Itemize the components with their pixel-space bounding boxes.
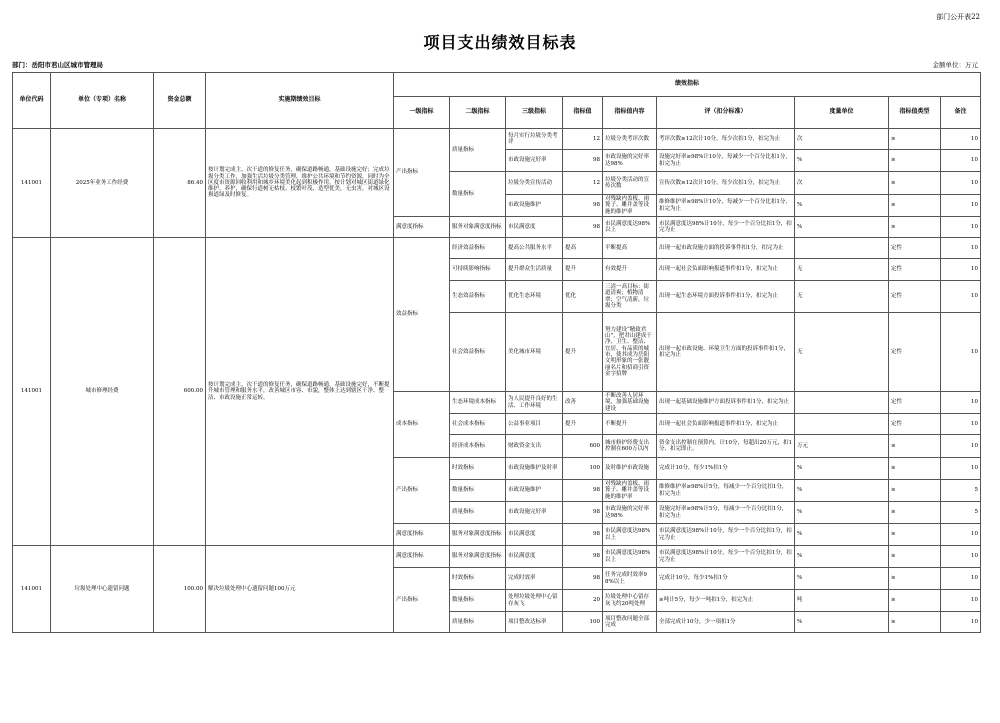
note: 10 [941,612,981,633]
indicator-value: 98 [563,568,603,590]
scoring-standard: 完成计10分，每少1%扣1分 [657,458,795,480]
indicator-content: 平断提高 [603,238,657,259]
value-type: ≥ [889,129,941,150]
value-type: ≥ [889,546,941,568]
note: 10 [941,129,981,150]
level2-indicator: 质量指标 [450,612,506,633]
indicator-content: 对残缺内盖板、雨篦子、雕井盖等设施的维护率 [603,480,657,502]
level3-indicator: 财政资金支出 [506,435,563,458]
level1-indicator: 产出指标 [394,458,450,524]
measure-unit: 无 [795,259,889,281]
indicator-content: 项目整改问题全部完成 [603,612,657,633]
indicator-content: 努力建设“精致君山”，把君山建成干净、卫生、整洁、宜居、有品质的城市，使其成为岳阳文明形象的一张靓丽名片和招商引资金字招牌 [603,313,657,392]
scoring-standard: 设施完好率≥98%计5分，每减少一个百分比扣1分，扣完为止 [657,502,795,524]
level3-indicator: 市民满意度 [506,524,563,546]
header-scoring: 评（扣分标准） [657,97,795,129]
page-title: 项目支出绩效目标表 [423,33,577,52]
level2-indicator: 生态环境成本指标 [450,392,506,414]
level2-indicator: 服务对象满意度指标 [450,546,506,568]
level3-indicator: 优化生态环境 [506,281,563,313]
header-row [13,73,981,97]
note: 10 [941,392,981,414]
level3-indicator: 为人民提升良好的生活、工作环境 [506,392,563,414]
measure-unit: 万元 [795,435,889,458]
level1-indicator: 满意度指标 [394,217,450,238]
level3-indicator: 市政设施完好率 [506,150,563,172]
note: 5 [941,502,981,524]
indicator-content: 城市修护经费支出控制在600万以内 [603,435,657,458]
header-total: 资金总额 [154,73,206,129]
note: 10 [941,458,981,480]
level2-indicator: 质量指标 [450,129,506,172]
value-type: ≥ [889,195,941,217]
measure-unit: % [795,217,889,238]
level2-indicator: 社会成本指标 [450,414,506,435]
project-name: 垃圾处理中心遗留问题 [51,546,154,633]
scoring-standard: 资金支出控制在预算内，计10分，每超出20万元，扣1分，扣完即止。 [657,435,795,458]
indicator-value: 改善 [563,392,603,414]
unit-code: 141001 [13,238,51,546]
value-type: ≥ [889,590,941,612]
level2-indicator: 服务对象满意度指标 [450,217,506,238]
indicator-content: 不断改善人居环境，加强基础设施建设 [603,392,657,414]
level1-indicator: 效益指标 [394,238,450,392]
indicator-content: 及时维护市政设施 [603,458,657,480]
level3-indicator: 项目整改达标率 [506,612,563,633]
level3-indicator: 每月实行垃圾分类考评 [506,129,563,150]
report-number: 部门公开表22 [936,13,980,21]
indicator-value: 98 [563,524,603,546]
level2-indicator: 数量指标 [450,590,506,612]
note: 10 [941,435,981,458]
value-type: ≥ [889,524,941,546]
indicator-content: 市政设施的完好率达98% [603,502,657,524]
scoring-standard: ≥吨计5分，每少一吨扣1分，扣完为止 [657,590,795,612]
level2-indicator: 社会效益指标 [450,313,506,392]
measure-unit [795,238,889,259]
scoring-standard: 出现一起生态环境方面投诉事件扣1分，扣完为止 [657,281,795,313]
indicator-value: 优化 [563,281,603,313]
scoring-standard: 出现一起基础设施维护方面投诉事件扣1分，扣完为止 [657,392,795,414]
indicator-value: 100 [563,458,603,480]
scoring-standard: 市民满意度达98%计10分，每少一个百分比扣1分，扣完为止 [657,524,795,546]
level3-indicator: 垃圾分类宣传活动 [506,172,563,195]
header-l3: 三级指标 [506,97,563,129]
measure-unit: % [795,195,889,217]
header-code: 单位代码 [13,73,51,129]
performance-table [12,72,981,633]
department-label: 部门：岳阳市君山区城市管理局 [12,61,103,69]
level2-indicator: 经济效益指标 [450,238,506,259]
header-target: 实施期绩效目标 [206,73,394,129]
project-total: 100.00 [154,546,206,633]
scoring-standard: 出现一起市政设施、环境卫生方面的投诉事件扣1分，扣完为止 [657,313,795,392]
level1-indicator: 满意度指标 [394,524,450,546]
scoring-standard: 维修维护率≥98%计10分，每减少一个百分比扣1分，扣完为止 [657,195,795,217]
level3-indicator: 提高公共服务水平 [506,238,563,259]
project-target: 解决垃圾处理中心遗留问题100万元 [206,546,394,633]
measure-unit: % [795,480,889,502]
value-type: ≥ [889,502,941,524]
measure-unit: % [795,524,889,546]
scoring-standard: 出现一起市政设施方面的投诉事件扣1分，扣完为止 [657,238,795,259]
value-type: 定性 [889,392,941,414]
level3-indicator: 完成时效率 [506,568,563,590]
scoring-standard: 全部完成计10分，少一项扣1分 [657,612,795,633]
level3-indicator: 市政设施维护 [506,480,563,502]
project-target: 按计划完成主、次干道的修复任务，确保道路畅通，基础设施完好，不断提升城市管理和服务水平，改善城区市容、市貌，整体上达到辖区干净、整洁、市政设施正常运转。 [206,238,394,546]
header-unit: 度量单位 [795,97,889,129]
header-content: 指标值内容 [603,97,657,129]
measure-unit: % [795,546,889,568]
scoring-standard: 完成计10分，每少1%扣1分 [657,568,795,590]
measure-unit: 无 [795,281,889,313]
measure-unit: % [795,150,889,172]
level1-indicator: 满意度指标 [394,546,450,568]
level2-indicator: 生态效益指标 [450,281,506,313]
indicator-content: 有效提升 [603,259,657,281]
header-l1: 一级指标 [394,97,450,129]
project-name: 城市修理经费 [51,238,154,546]
indicator-value: 提升 [563,259,603,281]
header-indicators: 绩效指标 [394,73,981,97]
value-type: ≥ [889,480,941,502]
indicator-content: 垃圾分类考评次数 [603,129,657,150]
level2-indicator: 时效指标 [450,568,506,590]
table-row [13,238,981,259]
note: 10 [941,414,981,435]
indicator-value: 提高 [563,238,603,259]
indicator-value: 提升 [563,414,603,435]
header-vtype: 指标值类型 [889,97,941,129]
indicator-value: 98 [563,217,603,238]
indicator-value: 12 [563,129,603,150]
indicator-content: 垃圾分类活动的宣传次数 [603,172,657,195]
indicator-content: 市政设施的完好率达98% [603,150,657,172]
level3-indicator: 市政设施维护 [506,195,563,217]
level3-indicator: 美化城市环境 [506,313,563,392]
level3-indicator: 市政设施完好率 [506,502,563,524]
value-type: ≥ [889,568,941,590]
note: 10 [941,259,981,281]
level3-indicator: 公益事业项目 [506,414,563,435]
value-type: 定性 [889,238,941,259]
indicator-value: 98 [563,150,603,172]
unit-code: 141001 [13,129,51,238]
indicator-value: 20 [563,590,603,612]
measure-unit: 次 [795,172,889,195]
project-target: 按计划完成主、次干道的修复任务，确保道路畅通，基础设施完好；完成垃圾分类工作，加强生活垃圾分类管理，维护公共环境和节约资源，同时为全区度市资源回收利用和城乡环境美化起到积极作用。按计划对城区街道绿化维护、养护，确保行道树无枯枝、枝繁叶茂、造型优美，无虫害，对城区设损道绿及时修复。 [206,129,394,238]
header-value: 指标值 [563,97,603,129]
level1-indicator: 成本指标 [394,392,450,458]
table-row [13,129,981,150]
project-total: 86.40 [154,129,206,238]
indicator-value: 98 [563,502,603,524]
value-type: ≥ [889,172,941,195]
indicator-content: 三清一高目标：街道清爽；植物清翠；空气清新，垃圾分类 [603,281,657,313]
indicator-content: 任务完成时效率98%以上 [603,568,657,590]
scoring-standard: 出现一起社会负面影响报道事件扣1分，扣完为止 [657,414,795,435]
indicator-content: 对残缺内盖板、雨篦子、雕井盖等设施的维护率 [603,195,657,217]
level2-indicator: 数量指标 [450,172,506,217]
indicator-value: 100 [563,612,603,633]
level3-indicator: 提升群众生活质量 [506,259,563,281]
level3-indicator: 市政设施维护及时率 [506,458,563,480]
note: 10 [941,172,981,195]
note: 10 [941,590,981,612]
note: 10 [941,546,981,568]
value-type: ≥ [889,150,941,172]
measure-unit [795,392,889,414]
header-note: 备注 [941,97,981,129]
note: 10 [941,195,981,217]
level2-indicator: 质量指标 [450,502,506,524]
scoring-standard: 出现一起社会负面影响报道事件扣1分，扣完为止 [657,259,795,281]
note: 10 [941,313,981,392]
scoring-standard: 考评次数≥12次计10分，每少次扣1分，扣完为止 [657,129,795,150]
scoring-standard: 市民满意度达98%计10分，每少一个百分比扣1分，扣完为止 [657,546,795,568]
indicator-content: 垃圾处理中心留存灰飞约20吨处理 [603,590,657,612]
value-type: ≥ [889,612,941,633]
value-type: 定性 [889,259,941,281]
level1-indicator: 产出指标 [394,129,450,217]
note: 10 [941,281,981,313]
project-total: 600.00 [154,238,206,546]
indicator-value: 600 [563,435,603,458]
indicator-value: 98 [563,546,603,568]
table-row [13,546,981,568]
project-name: 2025年业务工作经费 [51,129,154,238]
measure-unit: % [795,568,889,590]
level1-indicator: 产出指标 [394,568,450,633]
value-type: ≤ [889,435,941,458]
header-name: 单位（专项）名称 [51,73,154,129]
value-type: ≥ [889,458,941,480]
value-type: ≥ [889,217,941,238]
note: 10 [941,568,981,590]
level2-indicator: 时效指标 [450,458,506,480]
note: 5 [941,480,981,502]
measure-unit: 吨 [795,590,889,612]
unit-code: 141001 [13,546,51,633]
indicator-value: 12 [563,172,603,195]
note: 10 [941,150,981,172]
scoring-standard: 维修维护率≥98%计5分，每减少一个百分比扣1分，扣完为止 [657,480,795,502]
level3-indicator: 市民满意度 [506,546,563,568]
level2-indicator: 可持续影响指标 [450,259,506,281]
measure-unit [795,414,889,435]
amount-unit-label: 金额单位：万元 [932,61,978,69]
note: 10 [941,524,981,546]
scoring-standard: 宣传次数≥12次计10分，每少次扣1分，扣完为止 [657,172,795,195]
note: 10 [941,238,981,259]
indicator-content: 不断提升 [603,414,657,435]
scoring-standard: 设施完好率≥98%计10分，每减少一个百分比扣1分，扣完为止 [657,150,795,172]
value-type: 定性 [889,313,941,392]
measure-unit: 次 [795,129,889,150]
note: 10 [941,217,981,238]
value-type: 定性 [889,281,941,313]
indicator-value: 98 [563,195,603,217]
indicator-content: 市民满意度达98%以上 [603,217,657,238]
scoring-standard: 市民满意度达98%计10分，每少一个百分比扣1分，扣完为止 [657,217,795,238]
level2-indicator: 服务对象满意度指标 [450,524,506,546]
measure-unit: % [795,458,889,480]
level2-indicator: 数量指标 [450,480,506,502]
indicator-content: 市民满意度达98%以上 [603,546,657,568]
indicator-content: 市民满意度达98%以上 [603,524,657,546]
measure-unit: % [795,502,889,524]
header-l2: 二级指标 [450,97,506,129]
level2-indicator: 经济成本指标 [450,435,506,458]
indicator-value: 98 [563,480,603,502]
measure-unit: 无 [795,313,889,392]
level3-indicator: 市民满意度 [506,217,563,238]
indicator-value: 提升 [563,313,603,392]
level3-indicator: 处理垃圾处理中心留存灰飞 [506,590,563,612]
value-type: 定性 [889,414,941,435]
measure-unit: % [795,612,889,633]
